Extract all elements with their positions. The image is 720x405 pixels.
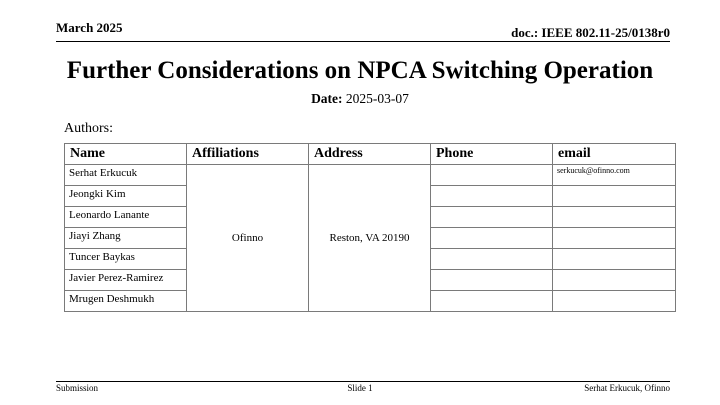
phone-cell — [431, 165, 553, 186]
affiliation-cell: Ofinno — [187, 165, 309, 312]
email-cell — [553, 207, 676, 228]
email-cell — [553, 291, 676, 312]
column-header-email: email — [553, 144, 676, 165]
email-cell: serkucuk@ofinno.com — [553, 165, 676, 186]
authors-label: Authors: — [64, 121, 113, 136]
header-divider — [56, 41, 670, 42]
author-name: Jeongki Kim — [65, 186, 187, 207]
table-row — [65, 165, 676, 186]
footer-divider — [56, 381, 670, 382]
phone-cell — [431, 207, 553, 228]
column-header-address: Address — [309, 144, 431, 165]
author-name: Jiayi Zhang — [65, 228, 187, 249]
email-cell — [553, 228, 676, 249]
date-line — [0, 91, 720, 107]
footer-submission: Submission — [56, 383, 99, 393]
table-header-row — [65, 144, 676, 165]
author-name: Serhat Erkucuk — [65, 165, 187, 186]
author-name: Mrugen Deshmukh — [65, 291, 187, 312]
phone-cell — [431, 228, 553, 249]
phone-cell — [431, 186, 553, 207]
date-value: 2025-03-07 — [345, 91, 409, 106]
footer-slide-number: Slide 1 — [347, 383, 373, 393]
author-name: Javier Perez-Ramirez — [65, 270, 187, 291]
date-label: Date: — [311, 91, 343, 106]
authors-table — [64, 143, 676, 312]
phone-cell — [431, 249, 553, 270]
column-header-name: Name — [65, 144, 187, 165]
column-header-affiliations: Affiliations — [187, 144, 309, 165]
email-cell — [553, 186, 676, 207]
email-cell — [553, 249, 676, 270]
column-header-phone: Phone — [431, 144, 553, 165]
phone-cell — [431, 291, 553, 312]
email-cell — [553, 270, 676, 291]
author-name: Tuncer Baykas — [65, 249, 187, 270]
header-date: March 2025 — [56, 20, 123, 35]
author-name: Leonardo Lanante — [65, 207, 187, 228]
address-cell: Reston, VA 20190 — [309, 165, 431, 312]
phone-cell — [431, 270, 553, 291]
footer-author: Serhat Erkucuk, Ofinno — [584, 383, 670, 393]
header-doc-id: doc.: IEEE 802.11-25/0138r0 — [511, 25, 670, 40]
slide-title: Further Considerations on NPCA Switching Operation — [66, 57, 654, 84]
